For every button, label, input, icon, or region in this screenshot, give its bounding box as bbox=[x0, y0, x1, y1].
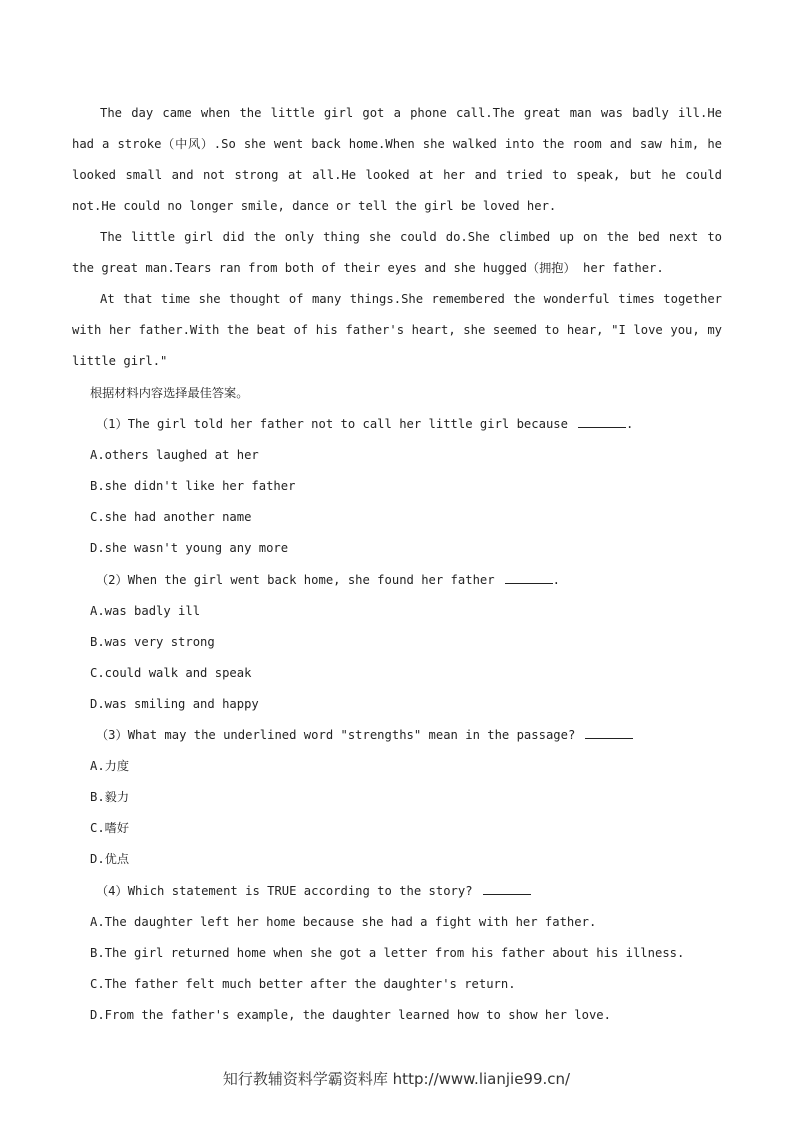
question-1-option-d: D.she wasn't young any more bbox=[90, 541, 289, 556]
question-3-text: （3）What may the underlined word "strengths" mean in the passage? bbox=[96, 728, 576, 743]
question-3-option-c: C.嗜好 bbox=[90, 821, 130, 836]
question-4-option-d: D.From the father's example, the daughter learned how to show her love. bbox=[90, 1007, 611, 1022]
answer-blank bbox=[483, 882, 531, 895]
question-2-text: （2）When the girl went back home, she found her father bbox=[96, 572, 495, 587]
instructions: 根据材料内容选择最佳答案。 bbox=[90, 386, 249, 400]
answer-blank bbox=[585, 726, 633, 739]
question-2-option-a: A.was badly ill bbox=[90, 603, 201, 618]
question-2-stem bbox=[90, 565, 730, 596]
question-1-text: （1）The girl told her father not to call her little girl because bbox=[96, 417, 568, 432]
question-4-text: （4）Which statement is TRUE according to the story? bbox=[96, 883, 473, 898]
footer-watermark: 知行教辅资料学霸资料库 http://www.lianjie99.cn/ bbox=[222, 1070, 571, 1088]
passage-paragraph-1: The day came when the little girl got a phone call.The great man was badly ill.He had a stroke（中风）.So she went back home.When she walked into the room and saw him, he looked small and not strong at all.He looked at her and tried to speak, but he could not.He could no longer smile, dance or tell the girl be loved her. bbox=[72, 106, 722, 213]
question-2-option-d: D.was smiling and happy bbox=[90, 696, 259, 711]
question-2-end: . bbox=[552, 572, 560, 587]
answer-blank bbox=[505, 571, 553, 584]
question-3-option-a: A.力度 bbox=[90, 759, 130, 774]
question-1-option-c: C.she had another name bbox=[90, 510, 252, 525]
question-1-option-b: B.she didn't like her father bbox=[90, 479, 296, 494]
question-4-stem bbox=[90, 876, 730, 907]
question-4-option-a: A.The daughter left her home because she had a fight with her father. bbox=[90, 914, 597, 929]
reading-passage bbox=[72, 98, 722, 377]
question-2-option-c: C.could walk and speak bbox=[90, 665, 252, 680]
answer-blank bbox=[578, 415, 626, 428]
question-1-end: . bbox=[625, 417, 634, 432]
question-2-option-b: B.was very strong bbox=[90, 634, 215, 649]
question-1-stem bbox=[90, 409, 730, 440]
passage-paragraph-2: The little girl did the only thing she could do.She climbed up on the bed next to the great man.Tears ran from both of their eyes and she hugged（拥抱） her father. bbox=[72, 230, 722, 275]
question-1-option-a: A.others laughed at her bbox=[90, 448, 259, 463]
passage-paragraph-3: At that time she thought of many things.She remembered the wonderful times together with her father.With the beat of his father's heart, she seemed to hear, "I love you, my little girl." bbox=[72, 292, 722, 368]
question-3-option-d: D.优点 bbox=[90, 852, 130, 867]
question-section bbox=[90, 378, 730, 1031]
question-3-option-b: B.毅力 bbox=[90, 790, 130, 805]
question-4-option-b: B.The girl returned home when she got a letter from his father about his illness. bbox=[90, 945, 685, 960]
question-3-stem bbox=[90, 720, 730, 751]
question-4-option-c: C.The father felt much better after the daughter's return. bbox=[90, 976, 516, 991]
